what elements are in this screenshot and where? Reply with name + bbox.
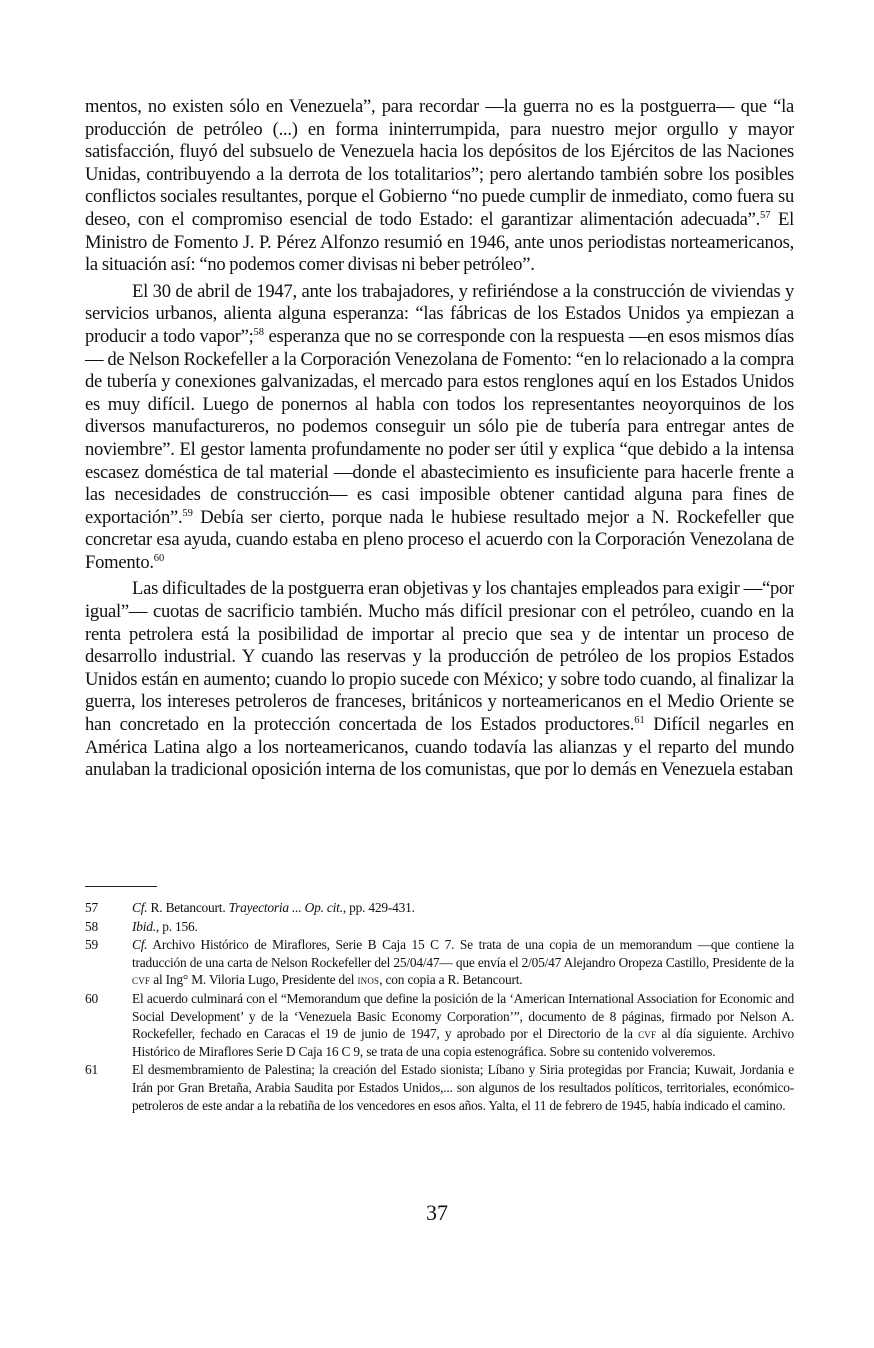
footnote-text: El desmembramiento de Palestina; la creación del Estado sionista; Líbano y Siria protegidas por Francia; Kuwait, Jordania e Irán por Gran Bretaña, Arabia Saudita por Estados Unidos,... son algunos de los resultados políticos, territoriales, económico-petroleros de este andar a la rebatiña de los vencedores en esos años. Yalta, el 11 de febrero de 1945, había indicado el camino. — [132, 1062, 794, 1113]
footnote-60 — [85, 990, 794, 1060]
paragraph-text: Difícil negarles en América Latina algo a los norteamericanos, cuando todavía las alianzas y el reparto del mundo anulaban la tradicional oposición interna de los comunistas, que por lo demás en Venezuela estaban — [85, 714, 794, 781]
paragraph-text: El Ministro de Fomento J. P. Pérez Alfonzo resumió en 1946, ante unos periodistas norteamericanos, la situación así: “no podemos comer divisas ni beber petróleo”. — [85, 208, 794, 276]
paragraph-text: Debía ser cierto, porque nada le hubiese resultado mejor a N. Rockefeller que concretar esa ayuda, cuando estaba en pleno proceso el acuerdo con la Corporación Venezolana de Fomento. — [85, 506, 794, 573]
footnote-text: Cf. R. Betancourt. Trayectoria ... Op. cit., pp. 429-431. — [132, 900, 415, 915]
footnote-61 — [85, 1061, 794, 1114]
paragraph-1 — [85, 96, 794, 277]
footnote-number: 58 — [85, 918, 98, 934]
footnote-ref-59[interactable]: 59 — [182, 507, 193, 519]
paragraph-text: El 30 de abril de 1947, ante los trabajadores, y refiriéndose a la construcción de viviendas y servicios urbanos, alienta alguna esperanza: “las fábricas de los Estados Unidos ya empiezan a producir a todo vapor”; — [85, 280, 794, 347]
footnote-text: El acuerdo culminará con el “Memorandum que define la posición de la ‘American International Association for Economic and Social Development’ y de la ‘Venezuela Basic Economy Corporation’”, documento de 8 páginas, firmado por Nelson A. Rockefeller, fechado en Caracas el 19 de junio de 1947, y aprobado por el Directorio de la cvf al día siguiente. Archivo Histórico de Miraflores Serie D Caja 16 C 9, se trata de una copia estenográfica. Sobre su contenido volveremos. — [132, 990, 795, 1059]
footnote-57 — [85, 899, 794, 917]
paragraph-text: Las dificultades de la postguerra eran objetivas y los chantajes empleados para exigir —“por igual”— cuotas de sacrificio también. Mucho más difícil presionar con el petróleo, cuando en la renta petrolera está la posibilidad de importar al precio que sea y de intentar un proceso de desarrollo industrial. Y cuando las reservas y la producción de petróleo de los propios Estados Unidos están en aumento; cuando lo propio sucede con México; y sobre todo cuando, al finalizar la guerra, los intereses petroleros de franceses, británicos y norteamericanos en el Medio Oriente se han concretado en la protección concertada de los Estados productores. — [85, 578, 794, 736]
paragraph-2 — [85, 281, 794, 575]
footnote-text: Cf. Archivo Histórico de Miraflores, Serie B Caja 15 C 7. Se trata de una copia de un memorandum —que contiene la traducción de una carta de Nelson Rockefeller del 25/04/47— que envía el 2/05/47 Alejandro Oropeza Castillo, Presidente de la cvf al Ing° M. Viloria Lugo, Presidente del inos, con copia a R. Betancourt. — [132, 937, 794, 988]
main-text — [85, 96, 794, 782]
footnote-ref-60[interactable]: 60 — [153, 552, 165, 564]
footnote-number: 57 — [85, 900, 98, 915]
footnote-number: 59 — [85, 937, 98, 953]
footnote-number: 61 — [85, 1062, 98, 1078]
footnote-58 — [85, 918, 794, 936]
footnote-separator — [85, 886, 157, 887]
page-number: 37 — [426, 1200, 448, 1225]
paragraph-3 — [85, 578, 794, 781]
footnote-59 — [85, 936, 794, 989]
footnote-ref-57[interactable]: 57 — [760, 209, 771, 221]
footnote-text: Ibid., p. 156. — [132, 918, 198, 934]
paragraph-text: mentos, no existen sólo en Venezuela”, para recordar —la guerra no es la postguerra— que “la producción de petróleo (...) en forma ininterrumpida, para nuestro mejor orgullo y mayor satisfacción, fluyó del subsuelo de Venezuela hacia los depósitos de los Ejércitos de las Naciones Unidas, contribuyendo a la derrota de los totalitarios”; pero alertando también sobre los posibles conflictos sociales resultantes, porque el Gobierno “no puede cumplir de inmediato, como fuera su deseo, con el compromiso esencial de todo Estado: el garantizar alimentación adecuada”. — [85, 96, 794, 230]
paragraph-text: esperanza que no se corresponde con la respuesta —en esos mismos días— de Nelson Rockefeller a la Corporación Venezolana de Fomento: “en lo relacionado a la compra de tubería y conexiones galvanizadas, el mercado para estos renglones aquí en los Estados Unidos es muy difícil. Luego de ponernos al habla con todos los representantes neoyorquinos de los diversos manufactureros, no podemos conseguir un sólo pie de tubería para entregar antes de noviembre”. El gestor lamenta profundamente no poder ser útil y explica “que debido a la intensa escasez doméstica de tal material —donde el abastecimiento es insuficiente para hacerle frente a las necesidades de construcción— es casi imposible obtener cantidad alguna para fines de exportación”. — [85, 325, 794, 528]
footnote-ref-61[interactable]: 61 — [634, 715, 645, 727]
footnote-number: 60 — [85, 990, 98, 1006]
footnote-ref-58[interactable]: 58 — [253, 326, 265, 338]
footnotes-section — [85, 886, 794, 1114]
